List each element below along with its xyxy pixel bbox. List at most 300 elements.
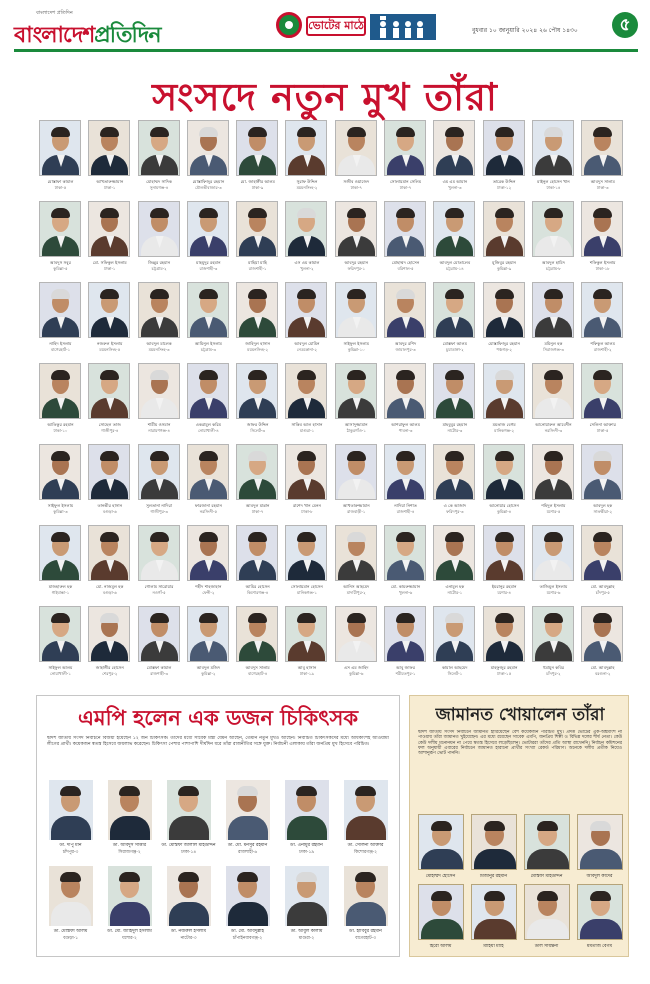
mp-constituency: বরগুনা-২ bbox=[594, 671, 611, 676]
doctor-constituency: বাগেরহাট-৩ bbox=[355, 936, 376, 941]
doctor-card bbox=[336, 866, 395, 952]
mp-card bbox=[578, 523, 627, 604]
mp-name: শামীম ওসমান bbox=[147, 422, 171, 427]
mp-name: মো. সফিকুল ইসলাম bbox=[92, 260, 127, 265]
mp-card bbox=[184, 442, 233, 523]
mp-constituency: ঢাকা-১৪ bbox=[546, 185, 561, 190]
mp-portrait-photo bbox=[88, 606, 130, 662]
doctor-name: ডা. মোস্তফা জালাল মহিউদ্দিন bbox=[161, 843, 216, 848]
mp-portrait-photo bbox=[187, 120, 229, 176]
mp-card bbox=[282, 442, 331, 523]
lost-deposit-name: ডলি সায়ন্তনী bbox=[534, 944, 559, 949]
mp-constituency: চট্টগ্রাম-৮ bbox=[545, 266, 562, 271]
mp-constituency: ঢাকা-৮ bbox=[301, 509, 313, 514]
doctor-portrait-photo bbox=[226, 866, 270, 926]
mp-card bbox=[430, 442, 479, 523]
mp-name: সাইফুল আলম bbox=[48, 665, 73, 670]
mp-card bbox=[332, 280, 381, 361]
mp-name: আবদুল মান্নান bbox=[245, 503, 270, 508]
election-emblem-icon bbox=[276, 12, 302, 38]
mp-card bbox=[430, 604, 479, 685]
mp-card bbox=[381, 361, 430, 442]
mp-card bbox=[332, 604, 381, 685]
mp-constituency: খুলনা-৬ bbox=[398, 590, 413, 595]
mp-portrait-photo bbox=[433, 606, 475, 662]
doctor-portrait-photo bbox=[344, 866, 388, 926]
mp-name: মোস্তাফিজুর রহমান bbox=[192, 179, 225, 184]
lost-deposit-name: আবদুল কাদের bbox=[586, 874, 613, 879]
mp-portrait-photo bbox=[532, 120, 574, 176]
mp-name: আবদুল হামিদ bbox=[541, 260, 565, 265]
doctor-constituency: বগুড়া-১ bbox=[63, 936, 78, 941]
doctor-name: ডা. নজরুল ইসলাম bbox=[171, 929, 206, 934]
mp-constituency: ময়মনসিংহ-২ bbox=[247, 347, 269, 352]
mp-portrait-photo bbox=[384, 363, 426, 419]
mp-portrait-photo bbox=[433, 444, 475, 500]
mp-constituency: যশোর-৪ bbox=[497, 590, 512, 595]
mp-portrait-photo bbox=[285, 444, 327, 500]
mp-portrait-photo bbox=[138, 282, 180, 338]
mp-card bbox=[381, 118, 430, 199]
mp-card bbox=[381, 199, 430, 280]
mp-portrait-photo bbox=[581, 525, 623, 581]
mp-card bbox=[282, 199, 331, 280]
mp-card bbox=[529, 442, 578, 523]
mp-constituency: ঢাকা-১৫ bbox=[497, 671, 512, 676]
mp-name: তানভীর হাসান bbox=[97, 503, 123, 508]
mp-card bbox=[184, 118, 233, 199]
mp-card bbox=[282, 604, 331, 685]
mp-portrait-photo bbox=[88, 282, 130, 338]
mp-card bbox=[529, 523, 578, 604]
mp-name: মোহাম্মদ সাদিক bbox=[146, 179, 172, 184]
mp-portrait-photo bbox=[88, 525, 130, 581]
lost-deposit-portrait-photo bbox=[577, 814, 623, 870]
mp-card bbox=[184, 361, 233, 442]
doctor-portrait-photo bbox=[49, 866, 93, 926]
mp-card bbox=[135, 199, 184, 280]
mp-card bbox=[529, 361, 578, 442]
mp-card bbox=[282, 280, 331, 361]
mp-card bbox=[480, 280, 529, 361]
mp-portrait-photo bbox=[138, 201, 180, 257]
mp-name: আতিকুর রহমান bbox=[47, 422, 74, 427]
mp-card bbox=[332, 118, 381, 199]
doctor-card bbox=[277, 866, 336, 952]
mp-card bbox=[85, 361, 134, 442]
newspaper-logo[interactable] bbox=[14, 10, 194, 46]
mp-name: রাশেদ খান মেনন bbox=[292, 503, 321, 508]
mp-portrait-photo bbox=[384, 444, 426, 500]
mp-constituency: মৌলভীবাজার-৩ bbox=[195, 185, 222, 190]
mp-card bbox=[233, 361, 282, 442]
mp-card bbox=[135, 361, 184, 442]
doctor-name: ডা. মো. আবদুল্লাহ bbox=[231, 929, 264, 934]
mp-card bbox=[135, 442, 184, 523]
mp-constituency: খুলনা-৩ bbox=[448, 185, 462, 190]
mp-portrait-photo bbox=[285, 363, 327, 419]
mp-card bbox=[36, 361, 85, 442]
mp-portrait-photo bbox=[285, 120, 327, 176]
mp-name: শফিকুল ইসলাম bbox=[589, 260, 616, 265]
mp-portrait-photo bbox=[138, 444, 180, 500]
mp-name: কামাল আহমেদ bbox=[442, 665, 468, 670]
lost-deposit-name: হিরো আলম bbox=[429, 944, 452, 949]
mp-constituency: ঢাকা-৫ bbox=[597, 428, 609, 433]
mp-portrait-photo bbox=[581, 363, 623, 419]
mp-card bbox=[578, 604, 627, 685]
mp-constituency: বাগেরহাট-১ bbox=[50, 347, 71, 352]
mp-portrait-photo bbox=[384, 120, 426, 176]
mp-card bbox=[36, 442, 85, 523]
mp-card bbox=[135, 604, 184, 685]
mp-name: আবদুর রশিদ bbox=[394, 341, 417, 346]
mp-portrait-photo bbox=[433, 525, 475, 581]
mp-constituency: মাদারীপুর-২ bbox=[346, 590, 366, 595]
mp-constituency: চাঁদপুর-৫ bbox=[595, 590, 610, 595]
doctor-name: ডা. আবদুস সাত্তার bbox=[112, 843, 147, 848]
mp-name: সুলতানা নাদিরা bbox=[146, 503, 173, 508]
mp-name: আবদুল হক bbox=[593, 503, 613, 508]
mp-constituency: নাটোর-৩ bbox=[447, 428, 463, 433]
mp-portrait-photo bbox=[335, 120, 377, 176]
mp-portrait-photo bbox=[236, 120, 278, 176]
mp-card bbox=[430, 523, 479, 604]
mp-constituency: ঠাকুরগাঁও-১ bbox=[346, 428, 366, 433]
mp-name: মোস্তাফিজুর রহমান bbox=[488, 341, 520, 346]
lost-deposit-portrait-photo bbox=[418, 884, 464, 940]
mp-card bbox=[430, 199, 479, 280]
mp-portrait-photo bbox=[39, 444, 81, 500]
mp-constituency: গাজীপুর-৪ bbox=[101, 428, 119, 433]
masthead bbox=[14, 6, 638, 52]
doctor-name: ডা. সেলিনা আক্তার bbox=[347, 843, 384, 848]
lost-deposit-portrait-photo bbox=[471, 884, 517, 940]
mp-constituency: সুনামগঞ্জ-৪ bbox=[149, 185, 169, 190]
mp-portrait-photo bbox=[581, 120, 623, 176]
mp-constituency: পঞ্চগড়-২ bbox=[496, 347, 513, 352]
mp-constituency: চট্টগ্রাম-১৪ bbox=[446, 266, 464, 271]
lost-deposit-name: মোহাম্মদ হোসেন bbox=[425, 874, 456, 879]
mp-portrait-photo bbox=[335, 525, 377, 581]
mp-portrait-photo bbox=[433, 363, 475, 419]
mp-name: মাহবুবুর রহমান bbox=[442, 422, 468, 427]
doctor-name: ডা. দীপু মনি bbox=[59, 843, 82, 848]
mp-constituency: মাগুরা-১ bbox=[299, 428, 315, 433]
lost-deposit-card bbox=[573, 884, 626, 954]
mp-constituency: ঢাকা-১ bbox=[104, 266, 116, 271]
mp-portrait-photo bbox=[88, 444, 130, 500]
mp-constituency: ফরিদপুর-৩ bbox=[446, 509, 464, 514]
mp-constituency: ঢাকা-৭ bbox=[251, 509, 264, 514]
voter-queue-icon bbox=[370, 10, 436, 44]
mp-portrait-photo bbox=[285, 201, 327, 257]
doctor-constituency: মাগুরা-২ bbox=[298, 936, 315, 941]
mp-card bbox=[135, 523, 184, 604]
mp-card bbox=[233, 442, 282, 523]
mp-constituency: চুয়াডাঙ্গা-২ bbox=[446, 347, 464, 352]
mp-portrait-photo bbox=[39, 201, 81, 257]
mp-name: এম এম আমান bbox=[442, 179, 468, 184]
mp-name: আশরাফুল আলম bbox=[391, 422, 420, 427]
mp-portrait-photo bbox=[39, 282, 81, 338]
mp-name: মো. আবদুল্লাহ bbox=[590, 665, 615, 670]
mp-constituency: নাটোর-১ bbox=[447, 590, 463, 595]
mp-card bbox=[332, 442, 381, 523]
mp-card bbox=[578, 118, 627, 199]
mp-card bbox=[233, 280, 282, 361]
mp-name: নজরুল ইসলাম bbox=[97, 341, 123, 346]
mp-card bbox=[529, 280, 578, 361]
mp-portrait-photo bbox=[39, 606, 81, 662]
lost-deposit-section bbox=[409, 695, 629, 957]
doctor-name: ডা. এনামুর রহমান bbox=[290, 843, 323, 848]
mp-constituency: নোয়াখালী-৪ bbox=[198, 428, 219, 433]
mp-card bbox=[36, 604, 85, 685]
doctor-portrait-photo bbox=[285, 866, 329, 926]
mp-name: আবদুল মোমিন bbox=[294, 341, 320, 346]
doctor-portrait-photo bbox=[344, 780, 388, 840]
mp-portrait-photo bbox=[433, 282, 475, 338]
mp-name: আখতারুজ্জামান bbox=[96, 179, 124, 184]
mp-card bbox=[36, 280, 85, 361]
doctor-portrait-photo bbox=[226, 780, 270, 840]
mp-portrait-photo bbox=[138, 363, 180, 419]
doctor-constituency: নাটোর-৩ bbox=[180, 936, 197, 941]
mp-name: এস এম কামাল bbox=[294, 260, 320, 265]
mp-constituency: ঢাকা-১০ bbox=[53, 428, 68, 433]
mp-name: সেলিনা আক্তার bbox=[589, 422, 616, 427]
doctor-name: ডা. আবুল কালাম bbox=[290, 929, 323, 934]
mp-portrait-photo bbox=[187, 282, 229, 338]
mp-card bbox=[480, 118, 529, 199]
page-number: ৫ bbox=[612, 12, 638, 38]
doctors-heading: এমপি হলেন এক ডজন চিকিৎসক bbox=[77, 705, 359, 730]
mp-card bbox=[332, 199, 381, 280]
mp-name: মো. কামরুজ্জামান bbox=[390, 584, 421, 589]
mp-name: সুরাফ উদ্দিন bbox=[296, 179, 318, 184]
mp-card bbox=[282, 361, 331, 442]
mp-constituency: বরিশাল-৫ bbox=[397, 266, 414, 271]
mp-portrait-photo bbox=[236, 282, 278, 338]
doctor-card bbox=[159, 866, 218, 952]
mp-portrait-photo bbox=[532, 444, 574, 500]
mp-portrait-photo bbox=[335, 444, 377, 500]
doctor-card bbox=[218, 780, 277, 866]
mp-name: আবু হাসান bbox=[297, 665, 317, 670]
mp-name: আবদুস সবুর bbox=[50, 260, 71, 265]
mp-card bbox=[85, 442, 134, 523]
mp-constituency: ময়মনসিংহ-৩ bbox=[148, 347, 170, 352]
mp-portrait-photo bbox=[384, 201, 426, 257]
mp-portrait-photo bbox=[285, 606, 327, 662]
mp-card bbox=[233, 523, 282, 604]
mp-card bbox=[184, 280, 233, 361]
mp-portrait-photo bbox=[483, 363, 525, 419]
mp-name: নাহিদ ইসলাম bbox=[49, 341, 72, 346]
doctors-section bbox=[36, 695, 400, 957]
mp-portrait-photo bbox=[581, 282, 623, 338]
mp-portrait-photo bbox=[483, 201, 525, 257]
lost-deposit-card bbox=[573, 814, 626, 884]
doctor-constituency: চাঁপাইনবাবগঞ্জ-২ bbox=[232, 936, 263, 941]
mp-constituency: নারায়ণগঞ্জ-৪ bbox=[148, 428, 170, 433]
doctors-intro-text: দ্বাদশ জাতীয় সংসদ নির্বাচনে বিজয়ী হয়েছেন ১২ জন চিকিৎসক। তাঁদের মধ্যে সাবেক মন্ত্রী যেমন আছেন, তেমনি নতুন মুখও আছেন। নির্বাচিত চিকিৎসকদের মধ্যে অধিকাংশই আওয়ামী লীগের প্রার্থী। কয়েকজন স্বতন্ত্র হিসেবে জয়লাভ করেছেন। চিকিৎসা পেশার পাশাপাশি দীর্ঘদিন ধরে তাঁরা রাজনীতির সঙ্গে যুক্ত। নির্বাচনী এলাকায় তাঁরা জনপ্রিয় মুখ হিসেবে পরিচিত। bbox=[47, 736, 389, 747]
mp-name: আমিনুল ইসলাম bbox=[194, 341, 222, 346]
mp-card bbox=[578, 361, 627, 442]
lost-deposit-photo-grid bbox=[414, 814, 626, 954]
mp-name: এনামুল হক bbox=[445, 584, 465, 589]
mp-portrait-photo bbox=[483, 525, 525, 581]
doctor-portrait-photo bbox=[108, 866, 152, 926]
mp-portrait-photo bbox=[88, 120, 130, 176]
mp-name: তারেক উদ্দিন bbox=[492, 179, 516, 184]
mp-portrait-photo bbox=[483, 444, 525, 500]
doctor-name: ডা. মোস্তফা আলম bbox=[53, 929, 88, 934]
doctor-portrait-photo bbox=[49, 780, 93, 840]
mp-name: সোলায়মান হোসেন bbox=[291, 584, 323, 589]
mp-constituency: নওগাঁ-৫ bbox=[152, 590, 166, 595]
dateline: বুধবার ১০ জানুয়ারি ২০২৪ ২৬ পৌষ ১৪৩০ bbox=[472, 27, 578, 34]
mp-constituency: সিরাজগঞ্জ-৩ bbox=[543, 347, 564, 352]
mp-portrait-photo bbox=[39, 363, 81, 419]
mp-constituency: নেত্রকোনা-২ bbox=[296, 347, 318, 352]
mp-constituency: বগুড়া-৬ bbox=[102, 590, 117, 595]
mp-constituency: নরসিংদী-৫ bbox=[199, 509, 218, 514]
lost-deposit-card bbox=[467, 884, 520, 954]
mp-constituency: খুলনা-২ bbox=[300, 266, 314, 271]
mp-constituency: ঢাকা-৩ bbox=[597, 185, 609, 190]
lost-deposit-card bbox=[467, 814, 520, 884]
mp-name: মাহিয়া মাহি bbox=[248, 260, 268, 265]
mp-constituency: শেরপুর-২ bbox=[102, 671, 118, 676]
mp-name: মাহফুজুর রহমান bbox=[490, 665, 518, 670]
mp-constituency: জামালপুর-৩ bbox=[395, 347, 416, 352]
mp-name: জিল্লুর রহমান bbox=[148, 260, 171, 265]
mp-constituency: রাজশাহী-৪ bbox=[396, 509, 415, 514]
doctor-constituency: ঢাকা-১৯ bbox=[298, 850, 315, 855]
mp-card bbox=[578, 442, 627, 523]
mp-constituency: কুমিল্লা-২ bbox=[201, 671, 216, 676]
mp-card bbox=[529, 199, 578, 280]
doctor-constituency: কিশোরগঞ্জ-২ bbox=[354, 850, 377, 855]
mp-name: শফিকুল আলম bbox=[590, 341, 615, 346]
mp-name: জাহাঙ্গীর হোসেন bbox=[95, 665, 124, 670]
doctor-constituency: চাঁদপুর-৩ bbox=[62, 850, 79, 855]
mp-constituency: কুমিল্লা-১০ bbox=[347, 347, 365, 352]
mp-constituency: কুমিল্লা-৪ bbox=[497, 509, 512, 514]
lost-deposit-heading: জামানত খোয়ালেন তাঁরা bbox=[435, 705, 605, 725]
mp-constituency: ঢাকা-১২ bbox=[497, 185, 512, 190]
mp-portrait-photo bbox=[335, 201, 377, 257]
doctor-card bbox=[41, 780, 100, 866]
doctor-card bbox=[100, 866, 159, 952]
lost-deposit-name: মোস্তফা মহিউদ্দিন bbox=[530, 874, 563, 879]
mp-portrait-photo bbox=[138, 120, 180, 176]
doctor-card bbox=[277, 780, 336, 866]
doctor-constituency: রাজশাহী-৬ bbox=[237, 850, 258, 855]
mp-card bbox=[381, 604, 430, 685]
mp-portrait-photo bbox=[39, 120, 81, 176]
mp-name: মোহাম্মদ হোসেন bbox=[391, 260, 420, 265]
mp-card bbox=[36, 118, 85, 199]
mp-constituency: কুমিল্লা-৫ bbox=[53, 266, 68, 271]
lost-deposit-card bbox=[414, 884, 467, 954]
mp-card bbox=[578, 199, 627, 280]
doctor-constituency: সিরাজগঞ্জ-২ bbox=[118, 850, 141, 855]
mp-name: সোহেল তাজ bbox=[98, 422, 121, 427]
mp-constituency: ঢাকা-১৯ bbox=[299, 671, 314, 676]
mp-name: মমতাজ বেগম bbox=[492, 422, 516, 427]
lost-deposit-card bbox=[520, 884, 573, 954]
mp-constituency: চাঁদপুর-২ bbox=[546, 671, 561, 676]
lost-deposit-portrait-photo bbox=[577, 884, 623, 940]
mp-card bbox=[381, 280, 430, 361]
mp-constituency: ঢাকা-৭ bbox=[399, 185, 412, 190]
mp-card bbox=[135, 118, 184, 199]
logo-text bbox=[14, 18, 161, 55]
mp-portrait-photo bbox=[532, 606, 574, 662]
mp-portrait-photo bbox=[483, 606, 525, 662]
mp-name: মোস্তাফা কামাল bbox=[47, 179, 74, 184]
mp-name: নাদিয়া নিশাত bbox=[394, 503, 417, 508]
doctor-name: ডা. মো. জাহিদুল ইসলাম bbox=[107, 929, 152, 934]
doctor-card bbox=[159, 780, 218, 866]
doctor-name: ডা. মো. মনসুর রহমান bbox=[227, 843, 268, 848]
mp-portrait-photo bbox=[236, 525, 278, 581]
mp-name: আনোয়ার হোসেন bbox=[489, 503, 519, 508]
mp-name: আখতারুজ্জামান bbox=[342, 503, 370, 508]
mp-card bbox=[233, 199, 282, 280]
mp-name: হুমায়ুন কবির bbox=[542, 665, 565, 670]
mp-portrait-photo bbox=[187, 444, 229, 500]
doctor-mp-photo-grid bbox=[41, 780, 397, 952]
logo-text-green: প্রতিদিন bbox=[94, 22, 161, 48]
mp-constituency: ময়মনসিংহ-৫ bbox=[99, 347, 121, 352]
mp-constituency: মানিকগঞ্জ-১ bbox=[297, 590, 317, 595]
doctor-card bbox=[336, 780, 395, 866]
doctor-card bbox=[100, 780, 159, 866]
mp-portrait-photo bbox=[285, 282, 327, 338]
mp-card bbox=[381, 442, 430, 523]
new-mp-photo-grid bbox=[36, 118, 628, 685]
mp-name: জাহিদুল হাসান bbox=[245, 341, 271, 346]
logo-tagline: বাংলাদেশ প্রতিদিন bbox=[36, 10, 73, 16]
mp-portrait-photo bbox=[581, 444, 623, 500]
mp-constituency: শরীয়তপুর-১ bbox=[395, 671, 416, 676]
mp-card bbox=[332, 523, 381, 604]
mp-name: মাজহারুল হক bbox=[48, 584, 73, 589]
mp-name: শহীদ শাহজাহান bbox=[195, 584, 222, 589]
mp-name: আবু জাফর bbox=[396, 665, 416, 670]
mp-portrait-photo bbox=[187, 525, 229, 581]
mp-constituency: বাগেরহাট-৪ bbox=[248, 671, 268, 676]
mp-name: সোলায়মান সেলিম bbox=[390, 179, 422, 184]
mp-card bbox=[85, 199, 134, 280]
section-banner: ভোটের মাঠে bbox=[306, 16, 366, 36]
mp-constituency: পাবনা-৩ bbox=[398, 428, 413, 433]
mp-constituency: রাজশাহী-২ bbox=[593, 347, 612, 352]
doctor-card bbox=[218, 866, 277, 952]
mp-constituency: যশোর-৫ bbox=[546, 509, 561, 514]
mp-portrait-photo bbox=[187, 606, 229, 662]
mp-name: জাফর উদ্দিন bbox=[246, 422, 269, 427]
mp-name: গোলাম সারোয়ার bbox=[144, 584, 174, 589]
mp-name: এ কে আজাদ bbox=[443, 503, 467, 508]
mp-name: সাইফুল ইসলাম bbox=[47, 503, 74, 508]
mp-portrait-photo bbox=[433, 201, 475, 257]
mp-portrait-photo bbox=[88, 363, 130, 419]
